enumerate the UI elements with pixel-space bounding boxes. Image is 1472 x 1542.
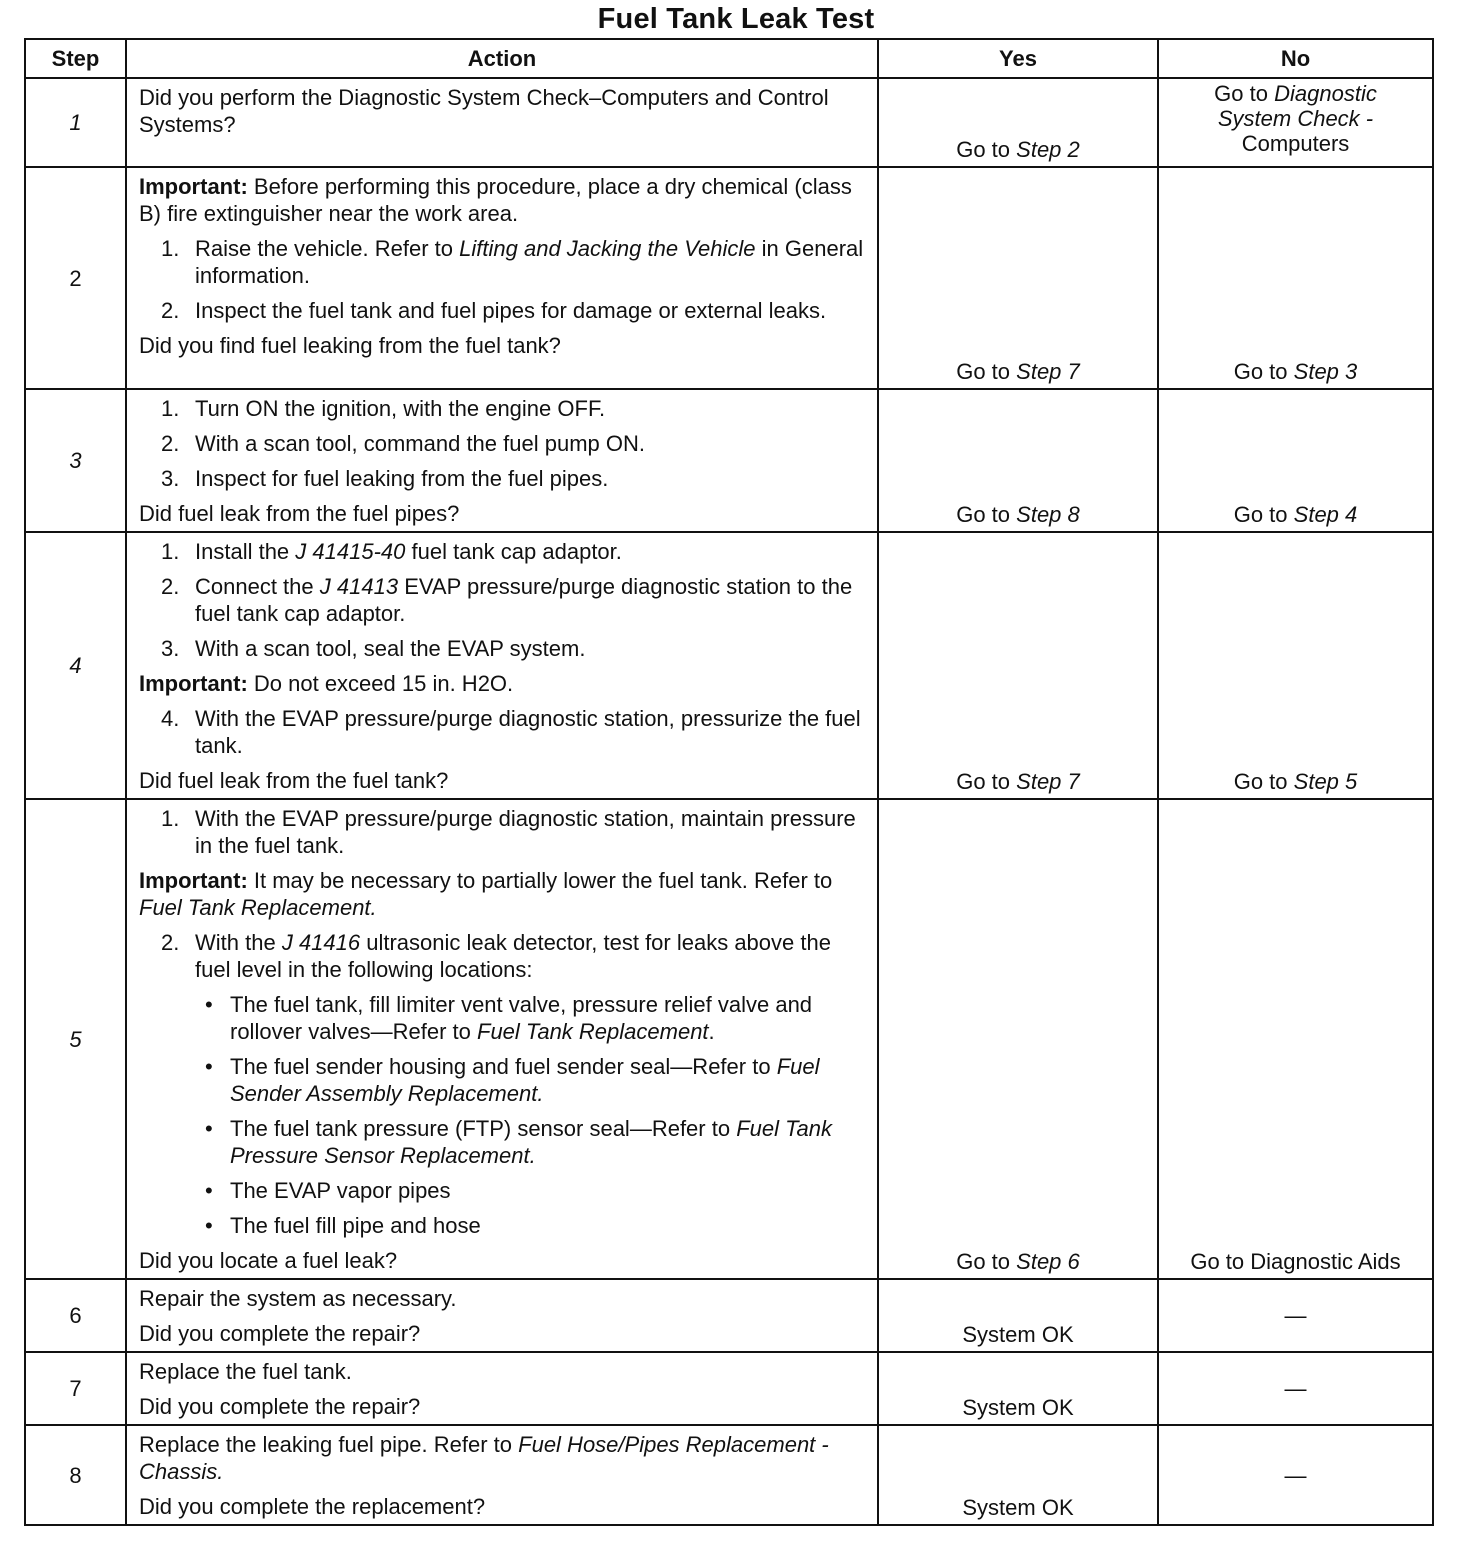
step-link[interactable]: Step 7	[1016, 769, 1080, 794]
bullet-icon: •	[205, 992, 213, 1017]
list-text: With the EVAP pressure/purge diagnostic station, pressurize the fuel tank.	[195, 706, 861, 758]
step-number: 6	[25, 1279, 126, 1352]
header-action: Action	[126, 39, 878, 78]
question-text: Did you locate a fuel leak?	[139, 1248, 398, 1273]
action-text: Repair the system as necessary.	[139, 1286, 457, 1311]
go-to-text: Go to	[956, 137, 1011, 162]
go-to-text: Go to	[956, 359, 1011, 384]
action-cell	[126, 167, 878, 389]
computers-text: Computers	[1241, 131, 1350, 156]
list-text: Install the	[195, 539, 290, 564]
action-cell	[126, 1352, 878, 1425]
no-cell	[1158, 78, 1433, 167]
important-note	[139, 670, 867, 697]
step-number: 4	[25, 532, 126, 799]
yes-cell: System OK	[878, 1279, 1158, 1352]
question-text: Did you find fuel leaking from the fuel tank?	[139, 333, 561, 358]
tool-reference: J 41416	[281, 930, 361, 955]
list-text: With a scan tool, seal the EVAP system.	[195, 636, 586, 661]
step-link[interactable]: Step 7	[1016, 359, 1080, 384]
bullet-text: The EVAP vapor pipes	[230, 1178, 451, 1203]
question-text: Did fuel leak from the fuel tank?	[139, 768, 449, 793]
question-text: Did you perform the Diagnostic System Check–Computers and Control Systems?	[139, 85, 829, 137]
go-to-text: Go to	[1233, 769, 1288, 794]
no-cell: —	[1158, 1352, 1433, 1425]
table-row-step-4	[25, 532, 1433, 799]
go-to-text: Go to	[956, 1249, 1011, 1274]
list-item	[139, 395, 867, 422]
table-row-step-2	[25, 167, 1433, 389]
bullet-item: • The fuel tank, fill limiter vent valve, pressure relief valve and rollover valves—Refer to Fuel Tank Replacement.	[205, 992, 813, 1044]
important-text: It may be necessary to partially lower the fuel tank. Refer to	[253, 868, 833, 893]
table-row-step-7	[25, 1352, 1433, 1425]
list-number: 4.	[161, 706, 180, 731]
list-item	[139, 538, 867, 565]
list-item	[139, 573, 867, 627]
step-link[interactable]: Step 8	[1016, 502, 1080, 527]
step-link[interactable]: Step 6	[1016, 1249, 1080, 1274]
page-title: Fuel Tank Leak Test	[597, 3, 875, 35]
step-link[interactable]: Step 5	[1293, 769, 1358, 794]
bullet-icon: •	[205, 1116, 213, 1141]
list-number: 1.	[161, 396, 180, 421]
diagnostic-system-check-link[interactable]: Diagnostic	[1274, 81, 1377, 106]
list-item	[139, 805, 867, 859]
fuel-tank-replacement-link[interactable]: Fuel Tank Replacement	[477, 1019, 709, 1044]
diagnostic-table	[24, 38, 1434, 1526]
header-step: Step	[25, 39, 126, 78]
fuel-hose-pipes-link[interactable]: Fuel Hose/Pipes Replacement - Chassis.	[139, 1432, 829, 1484]
list-text: Inspect the fuel tank and fuel pipes for damage or external leaks.	[195, 298, 827, 323]
action-cell	[126, 1425, 878, 1525]
table-row-step-3	[25, 389, 1433, 532]
no-cell	[1158, 799, 1433, 1279]
question-text: Did fuel leak from the fuel pipes?	[139, 501, 460, 526]
bullet-icon: •	[205, 1054, 213, 1079]
fuel-tank-replacement-link[interactable]: Fuel Tank Replacement.	[139, 895, 377, 920]
no-cell: —	[1158, 1425, 1433, 1525]
bullet-text: The fuel tank, fill limiter vent valve, pressure relief valve and rollover valves—Refer to	[230, 992, 813, 1044]
list-item	[139, 929, 867, 983]
list-item	[139, 635, 867, 662]
action-cell	[126, 78, 878, 167]
action-cell	[126, 1279, 878, 1352]
list-text: With a scan tool, command the fuel pump ON.	[195, 431, 645, 456]
table-row-step-8	[25, 1425, 1433, 1525]
important-label: Important:	[139, 174, 248, 199]
tool-reference: J 41413	[319, 574, 399, 599]
important-note	[139, 173, 867, 227]
list-text: ultrasonic leak detector, test for leaks above the fuel level in the following locations:	[195, 930, 831, 982]
step-number: 1	[25, 78, 126, 167]
list-number: 2.	[161, 930, 180, 955]
action-cell	[126, 532, 878, 799]
diagnostic-system-check-link-cont[interactable]: System Check -	[1217, 106, 1374, 131]
important-text: Do not exceed 15 in. H2O.	[253, 671, 514, 696]
bullet-text: The fuel tank pressure (FTP) sensor seal—Refer to	[230, 1116, 731, 1141]
bullet-item	[139, 1212, 867, 1239]
list-number: 2.	[161, 431, 180, 456]
list-text: EVAP pressure/purge diagnostic station to the fuel tank cap adaptor.	[195, 574, 853, 626]
yes-cell	[878, 799, 1158, 1279]
step-link[interactable]: Step 4	[1293, 502, 1358, 527]
header-no: No	[1158, 39, 1433, 78]
step-number: 3	[25, 389, 126, 532]
table-row-step-1	[25, 78, 1433, 167]
no-cell	[1158, 389, 1433, 532]
table-row-step-6	[25, 1279, 1433, 1352]
list-text: fuel tank cap adaptor.	[411, 539, 622, 564]
go-to-text: Go to	[1233, 502, 1288, 527]
go-to-text: Go to	[1233, 359, 1288, 384]
step-number: 8	[25, 1425, 126, 1525]
step-number: 2	[25, 167, 126, 389]
list-text: Inspect for fuel leaking from the fuel pipes.	[195, 466, 609, 491]
yes-cell	[878, 532, 1158, 799]
action-cell	[126, 389, 878, 532]
diagnostic-aids-link[interactable]: Go to Diagnostic Aids	[1190, 1249, 1401, 1274]
no-cell: —	[1158, 1279, 1433, 1352]
bullet-icon: •	[205, 1213, 213, 1238]
ftp-sensor-replacement-link[interactable]: Fuel Tank Pressure Sensor Replacement.	[230, 1116, 833, 1168]
tool-reference: J 41415-40	[295, 539, 406, 564]
bullet-item	[139, 1053, 867, 1107]
list-number: 2.	[161, 298, 180, 323]
no-cell	[1158, 532, 1433, 799]
list-text: Raise the vehicle. Refer to	[195, 236, 454, 261]
list-number: 1.	[161, 236, 180, 261]
header-row	[25, 39, 1433, 78]
bullet-text: The fuel fill pipe and hose	[230, 1213, 481, 1238]
bullet-text: The fuel sender housing and fuel sender seal—Refer to	[230, 1054, 771, 1079]
list-number: 1.	[161, 539, 180, 564]
bullet-item	[139, 1177, 867, 1204]
list-item	[139, 705, 867, 759]
action-text: Replace the fuel tank.	[139, 1359, 352, 1384]
go-to-text: Go to	[1214, 81, 1268, 106]
yes-cell	[878, 78, 1158, 167]
list-text: Connect the	[195, 574, 314, 599]
important-text: Before performing this procedure, place a dry chemical (class B) fire extinguisher near the work area.	[139, 174, 852, 226]
step-number: 5	[25, 799, 126, 1279]
yes-cell	[878, 389, 1158, 532]
go-to-text: Go to	[956, 502, 1011, 527]
go-to-text: Go to	[956, 769, 1011, 794]
list-number: 3.	[161, 636, 180, 661]
bullet-item	[139, 1115, 867, 1169]
yes-cell: System OK	[878, 1425, 1158, 1525]
list-number: 1.	[161, 806, 180, 831]
table-row-step-5	[25, 799, 1433, 1279]
list-text: With the EVAP pressure/purge diagnostic station, maintain pressure in the fuel tank.	[195, 806, 856, 858]
step-number: 7	[25, 1352, 126, 1425]
bullet-icon: •	[205, 1178, 213, 1203]
action-cell	[126, 799, 878, 1279]
step-link[interactable]: Step 2	[1016, 137, 1080, 162]
list-item	[139, 235, 867, 289]
action-text	[139, 1431, 867, 1485]
question-text: Did you complete the repair?	[139, 1321, 421, 1346]
yes-cell: System OK	[878, 1352, 1158, 1425]
header-yes: Yes	[878, 39, 1158, 78]
no-cell	[1158, 167, 1433, 389]
question-text: Did you complete the repair?	[139, 1394, 421, 1419]
list-item	[139, 465, 867, 492]
list-number: 2.	[161, 574, 180, 599]
fuel-sender-assembly-link[interactable]: Fuel Sender Assembly Replacement.	[230, 1054, 820, 1106]
step-link[interactable]: Step 3	[1293, 359, 1358, 384]
list-text: Turn ON the ignition, with the engine OFF.	[195, 396, 606, 421]
question-text: Did you complete the replacement?	[139, 1494, 486, 1519]
yes-cell	[878, 167, 1158, 389]
important-label: Important:	[139, 671, 248, 696]
lifting-jacking-link[interactable]: Lifting and Jacking the Vehicle	[459, 236, 756, 261]
list-number: 3.	[161, 466, 180, 491]
action-text-part: Replace the leaking fuel pipe. Refer to	[139, 1432, 513, 1457]
important-label: Important:	[139, 868, 248, 893]
important-note	[139, 867, 867, 921]
list-text: With the	[195, 930, 276, 955]
list-text: in General information.	[195, 236, 864, 288]
list-item	[139, 430, 867, 457]
list-item	[139, 297, 867, 324]
